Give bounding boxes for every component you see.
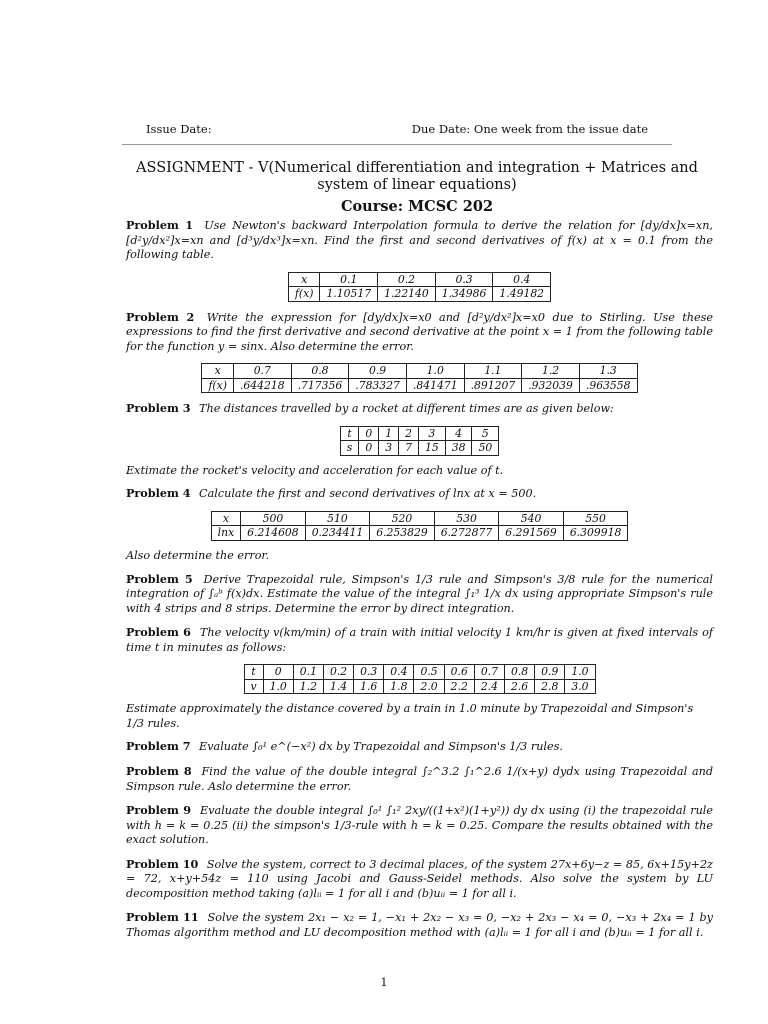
problems-section <box>126 218 713 950</box>
table-cell: lnx <box>211 526 241 540</box>
table-cell: s <box>340 441 359 455</box>
table-cell: 6.309918 <box>563 526 628 540</box>
table-row <box>244 665 595 679</box>
table-cell: 0.4 <box>384 665 414 679</box>
problem-1 <box>126 218 713 263</box>
table-cell: 1.0 <box>263 679 293 693</box>
problem-note: Also determine the error. <box>126 548 270 562</box>
table-cell: 4 <box>445 426 472 440</box>
problem-label: Problem 4 <box>126 486 191 501</box>
header-divider <box>122 144 672 145</box>
problem-label: Problem 2 <box>126 309 195 324</box>
table-cell: 0.2 <box>378 272 436 286</box>
table-cell: 3 <box>418 426 445 440</box>
table-cell: 0.234411 <box>305 526 370 540</box>
table-row <box>288 272 550 286</box>
table-cell: 1.10517 <box>320 287 378 301</box>
table-cell: 0.3 <box>354 665 384 679</box>
table-cell: 6.253829 <box>370 526 435 540</box>
table-cell: 0 <box>263 665 293 679</box>
table-cell: 530 <box>434 511 499 525</box>
table-cell: 520 <box>370 511 435 525</box>
table-cell: 2.2 <box>444 679 474 693</box>
problem-text: Solve the system 2x₁ − x₂ = 1, −x₁ + 2x₂ − x₃ = 0, −x₂ + 2x₃ − x₄ = 0, −x₃ + 2x₄ = 1 by Thomas algorithm method and LU decomposition method with (a)lᵢᵢ = 1 for all i and (b)uᵢᵢ = 1 for all i. <box>126 911 713 940</box>
table-cell: f(x) <box>202 378 234 392</box>
table-cell: 6.214608 <box>241 526 306 540</box>
table-cell: 38 <box>445 441 472 455</box>
table-cell: 15 <box>418 441 445 455</box>
table-cell: 500 <box>241 511 306 525</box>
problem-3 <box>126 401 713 417</box>
problem-label: Problem 10 <box>126 856 199 871</box>
data-table <box>211 511 629 541</box>
problem-7 <box>126 739 713 755</box>
table-cell: 2 <box>399 426 419 440</box>
assignment-title: ASSIGNMENT - V(Numerical differentiation and integration + Matrices and system of linear equations) <box>136 160 698 194</box>
table-cell: 1.8 <box>384 679 414 693</box>
problem-10 <box>126 857 713 902</box>
problem-label: Problem 8 <box>126 763 192 778</box>
problem-4 <box>126 486 713 502</box>
table-cell: 7 <box>399 441 419 455</box>
table-cell: t <box>244 665 263 679</box>
table-row <box>340 426 498 440</box>
table-cell: 5 <box>472 426 499 440</box>
table-cell: 0.1 <box>293 665 323 679</box>
table-cell: 0.7 <box>233 364 291 378</box>
table-cell: .932039 <box>522 378 580 392</box>
problem-5 <box>126 572 713 617</box>
title-block <box>122 160 712 217</box>
table-cell: .783327 <box>349 378 407 392</box>
table-row <box>202 378 637 392</box>
problem-label: Problem 1 <box>126 218 194 232</box>
table-cell: 3 <box>379 441 399 455</box>
table-cell: 540 <box>499 511 564 525</box>
table-cell: 1.4 <box>323 679 353 693</box>
table-cell: 0.3 <box>435 272 493 286</box>
problem-text: Calculate the first and second derivatives of lnx at x = 500. <box>199 487 537 501</box>
problem-6 <box>126 625 713 655</box>
table-cell: 6.272877 <box>434 526 499 540</box>
table-row <box>202 364 637 378</box>
table-row <box>211 511 628 525</box>
table-cell: x <box>288 272 320 286</box>
problem-label: Problem 11 <box>126 910 199 925</box>
table-row <box>211 526 628 540</box>
table-cell: 2.0 <box>414 679 444 693</box>
table-cell: 6.291569 <box>499 526 564 540</box>
table-cell: 0.2 <box>323 665 353 679</box>
problem-label: Problem 9 <box>126 803 191 818</box>
problem-2 <box>126 310 713 355</box>
problem-text: Find the value of the double integral ∫₂^3.2 ∫₁^2.6 1/(x+y) dydx using Trapezoidal and Simpson rule. Aslo determine the error. <box>126 764 713 793</box>
header-row <box>146 122 648 137</box>
table-cell: 3.0 <box>565 679 595 693</box>
table-cell: 2.4 <box>474 679 504 693</box>
table-cell: .841471 <box>406 378 464 392</box>
problem-note: Extimate the rocket's velocity and acceleration for each value of t. <box>126 463 504 477</box>
problem-text: The distances travelled by a rocket at different times are as given below: <box>199 402 614 416</box>
data-table <box>244 664 596 694</box>
table-cell: 0.7 <box>474 665 504 679</box>
problem-note: Estimate approximately the distance covered by a train in 1.0 minute by Trapezoidal and Simpson's 1/3 rules. <box>126 702 694 730</box>
table-cell: 0.4 <box>493 272 551 286</box>
table-cell: .963558 <box>579 378 637 392</box>
table-cell: 0.8 <box>504 665 534 679</box>
table-cell: t <box>340 426 359 440</box>
table-cell: 1.2 <box>293 679 323 693</box>
table-cell: 0.6 <box>444 665 474 679</box>
table-row <box>340 441 498 455</box>
table-cell: .717356 <box>291 378 349 392</box>
table-cell: 1 <box>379 426 399 440</box>
table-row <box>244 679 595 693</box>
table-cell: 1.2 <box>522 364 580 378</box>
table-cell: .644218 <box>233 378 291 392</box>
issue-date: Issue Date: <box>146 122 212 136</box>
table-cell: 1.6 <box>354 679 384 693</box>
table-cell: 1.34986 <box>435 287 493 301</box>
data-table <box>201 363 637 393</box>
table-cell: 510 <box>305 511 370 525</box>
table-row <box>288 287 550 301</box>
data-table <box>340 426 499 456</box>
table-cell: x <box>211 511 241 525</box>
table-cell: 1.22140 <box>378 287 436 301</box>
data-table <box>288 272 551 302</box>
problem-11 <box>126 910 713 940</box>
table-cell: 0 <box>359 426 379 440</box>
problem-label: Problem 6 <box>126 625 191 640</box>
problem-text: Solve the system, correct to 3 decimal places, of the system 27x+6y−z = 85, 6x+15y+2z = 72, x+y+54z = 110 using Jacobi and Gauss-Seidel methods. Also solve the system by LU decomposition method taking (a)lᵢᵢ = 1 for all i and (b)uᵢᵢ = 1 for all i. <box>126 857 713 900</box>
table-cell: f(x) <box>288 287 320 301</box>
table-cell: 2.8 <box>535 679 565 693</box>
problem-text: Evaluate the double integral ∫₀¹ ∫₁² 2xy/((1+x²)(1+y²)) dy dx using (i) the trapezoidal rule with h = k = 0.25 (ii) the simpson's 1/3-rule with h = k = 0.25. Compare the results obtained with the exact solution. <box>126 804 713 847</box>
problem-label: Problem 5 <box>126 571 193 586</box>
table-cell: 1.0 <box>565 665 595 679</box>
table-cell: 0.5 <box>414 665 444 679</box>
table-cell: .891207 <box>464 378 522 392</box>
table-cell: 0.9 <box>535 665 565 679</box>
problem-text: Derive Trapezoidal rule, Simpson's 1/3 rule and Simpson's 3/8 rule for the numerical integration of ∫ₐᵇ f(x)dx. Estimate the value of the integral ∫₁³ 1/x dx using appropriate Simpson's rule with 4 strips and 8 strips. Determine the error by direct integration. <box>126 572 714 615</box>
table-cell: 1.49182 <box>493 287 551 301</box>
table-cell: 1.0 <box>406 364 464 378</box>
page-number: 1 <box>380 976 388 989</box>
problem-label: Problem 7 <box>126 739 191 754</box>
table-cell: v <box>244 679 263 693</box>
problem-label: Problem 3 <box>126 401 191 416</box>
table-cell: 2.6 <box>504 679 534 693</box>
problem-text: Use Newton's backward Interpolation formula to derive the relation for [dy/dx]x=xn, [d²y/dx²]x=xn and [d³y/dx³]x=xn. Find the first and second derivatives of f(x) at x = 0.1 from the following table. <box>126 219 713 262</box>
problem-text: Evaluate ∫₀¹ e^(−x²) dx by Trapezoidal and Simpson's 1/3 rules. <box>199 740 563 754</box>
table-cell: 1.3 <box>579 364 637 378</box>
table-cell: 0 <box>359 441 379 455</box>
table-cell: x <box>202 364 234 378</box>
table-cell: 0.1 <box>320 272 378 286</box>
course-title: Course: MCSC 202 <box>340 197 494 215</box>
table-cell: 50 <box>472 441 499 455</box>
problem-8 <box>126 764 713 794</box>
problem-9 <box>126 803 713 848</box>
table-cell: 1.1 <box>464 364 522 378</box>
table-cell: 0.8 <box>291 364 349 378</box>
problem-text: The velocity v(km/min) of a train with initial velocity 1 km/hr is given at fixed intervals of time t in minutes as follows: <box>126 626 714 654</box>
table-cell: 550 <box>563 511 628 525</box>
problem-text: Write the expression for [dy/dx]x=x0 and [d²y/dx²]x=x0 due to Stirling. Use these expressions to find the first derivative and second derivative at the point x = 1 from the following table for the function y = sinx. Also determine the error. <box>126 310 713 353</box>
table-cell: 0.9 <box>349 364 407 378</box>
due-date: Due Date: One week from the issue date <box>411 122 648 136</box>
